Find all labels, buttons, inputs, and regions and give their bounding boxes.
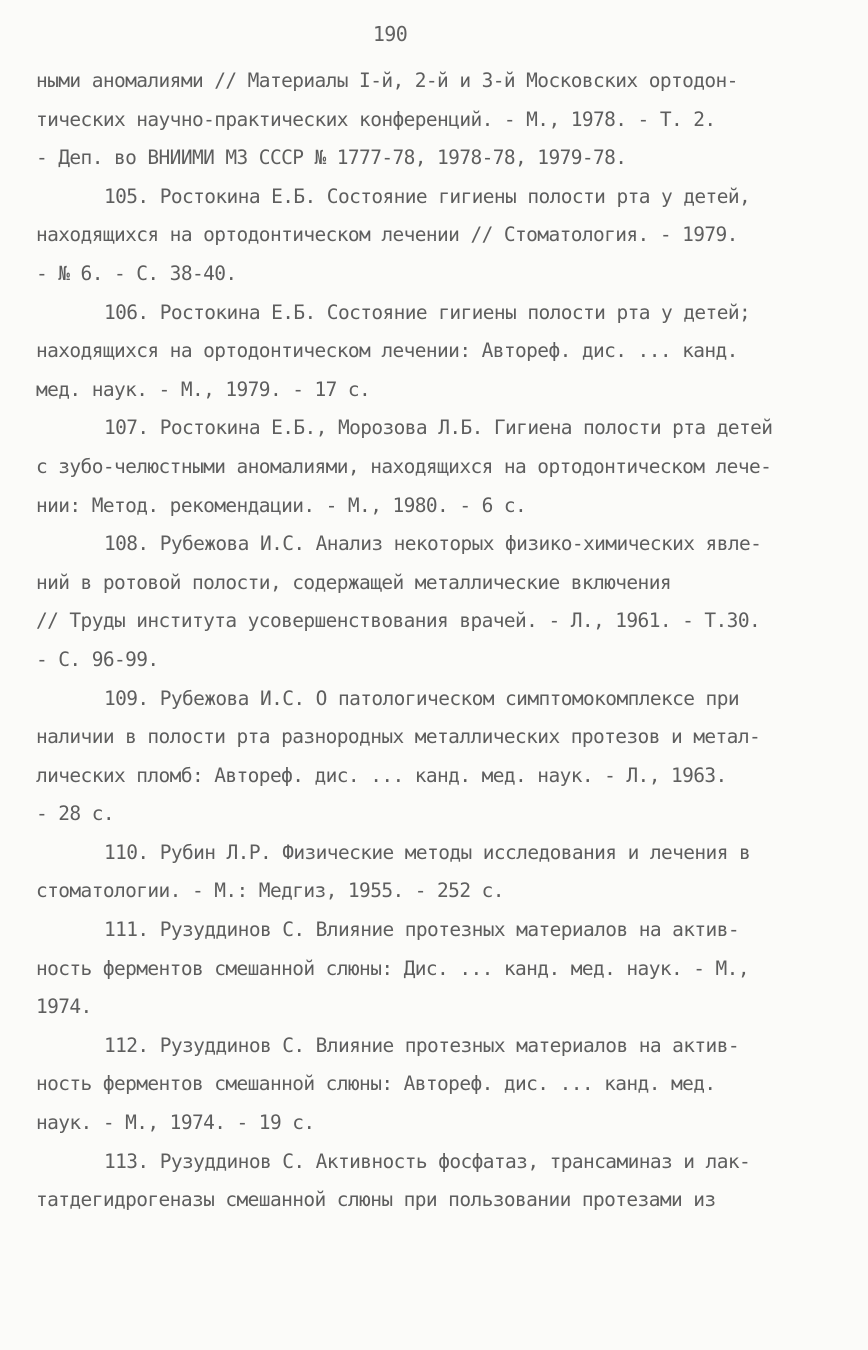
text-line: // Труды института усовершенствования врачей. - Л., 1961. - Т.30. xyxy=(36,609,761,633)
text-line: стоматологии. - М.: Медгиз, 1955. - 252 с. xyxy=(36,879,504,903)
text-line: - № 6. - С. 38-40. xyxy=(36,261,237,285)
text-line: наличии в полости рта разнородных металлических протезов и метал- xyxy=(36,725,761,749)
text-line: наук. - М., 1974. - 19 с. xyxy=(36,1111,315,1135)
text-line: находящихся на ортодонтическом лечении: Автореф. дис. ... канд. xyxy=(36,339,738,363)
bibliography-entry-start-line: 110. Рубин Л.Р. Физические методы исследования и лечения в xyxy=(104,840,751,864)
text-line: ний в ротовой полости, содержащей металлические включения xyxy=(36,570,671,594)
bibliography-entry-start-line: 111. Рузуддинов С. Влияние протезных материалов на актив- xyxy=(104,918,739,942)
bibliography-entry-start-line: 112. Рузуддинов С. Влияние протезных материалов на актив- xyxy=(104,1033,739,1057)
text-line: находящихся на ортодонтическом лечении // Стоматология. - 1979. xyxy=(36,223,738,247)
bibliography-entry-start-line: 113. Рузуддинов С. Активность фосфатаз, трансаминаз и лак- xyxy=(104,1149,751,1173)
text-line: ными аномалиями // Материалы I-й, 2-й и 3-й Московских ортодон- xyxy=(36,69,738,92)
bibliography-entry-start-line: 107. Ростокина Е.Б., Морозова Л.Б. Гигиена полости рта детей xyxy=(104,416,773,440)
text-line: тических научно-практических конференций. - М., 1978. - Т. 2. xyxy=(36,107,716,131)
bibliography-entry-start-line: 109. Рубежова И.С. О патологическом симптомокомплексе при xyxy=(104,686,739,710)
text-line: ность ферментов смешанной слюны: Автореф. дис. ... канд. мед. xyxy=(36,1072,716,1096)
page-number: 190 xyxy=(372,22,408,46)
bibliography-text xyxy=(36,62,856,1220)
bibliography-entry-start-line: 106. Ростокина Е.Б. Состояние гигиены полости рта у детей; xyxy=(104,300,751,324)
text-line: - 28 с. xyxy=(36,802,114,826)
text-line: нии: Метод. рекомендации. - М., 1980. - 6 с. xyxy=(36,493,527,517)
bibliography-entry-start-line: 105. Ростокина Е.Б. Состояние гигиены полости рта у детей, xyxy=(104,184,751,208)
text-line: с зубо-челюстными аномалиями, находящихся на ортодонтическом лече- xyxy=(36,454,772,478)
text-line: - С. 96-99. xyxy=(36,647,159,671)
text-line: - Деп. во ВНИИМИ МЗ СССР № 1777-78, 1978-78, 1979-78. xyxy=(36,146,627,170)
text-line: татдегидрогеназы смешанной слюны при пользовании протезами из xyxy=(36,1188,716,1212)
text-line: 1974. xyxy=(36,995,92,1019)
text-line: ность ферментов смешанной слюны: Дис. ... канд. мед. наук. - М., xyxy=(36,956,749,980)
text-line: мед. наук. - М., 1979. - 17 с. xyxy=(36,377,371,401)
text-line: лических пломб: Автореф. дис. ... канд. мед. наук. - Л., 1963. xyxy=(36,763,727,787)
bibliography-entry-start-line: 108. Рубежова И.С. Анализ некоторых физико-химических явле- xyxy=(104,532,762,556)
